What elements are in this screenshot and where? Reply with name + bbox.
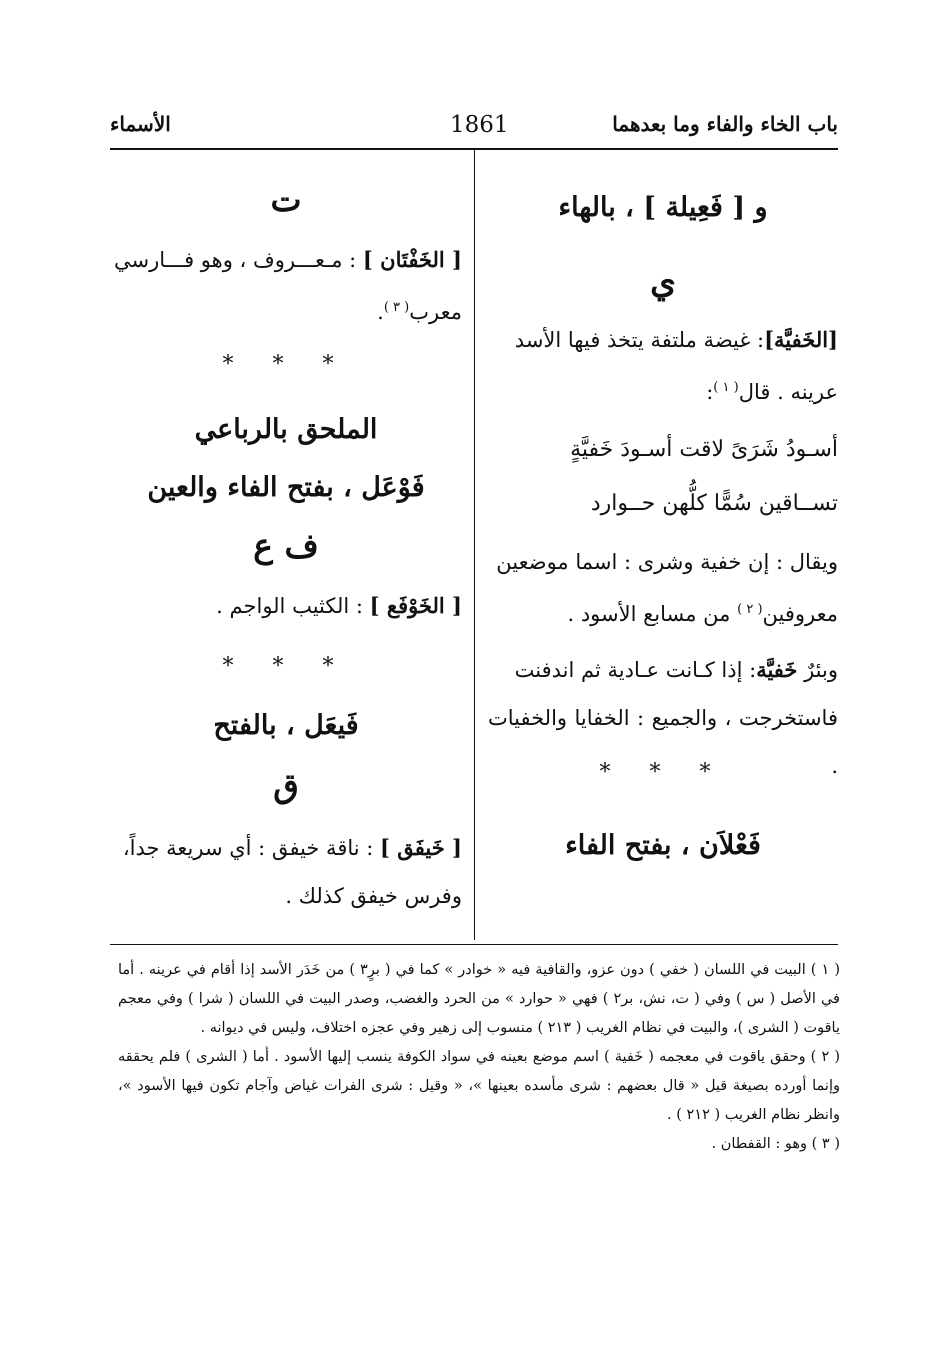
- footnote-1: ( ١ ) البيت في اللسان ( خفي ) دون عزو، والقافية فيه « خوادر » كما في ( برٍ٣ ) من خَدَر الأسد إذا أقام في عرينه . أما في الأصل ( س ) وفي ( ت، نش، بر٢ ) فهي « حوارد » من الحرد والغضب، وصدر البيت في اللسان ( شرا ) وفي معجم ياقوت ( الشرى )، والبيت في نظام الغريب ( ٢١٣ ) منسوب إلى زهير وفي عجزه اختلاف، وليس في ديوانه .: [118, 962, 840, 1036]
- yuqal-line-1: ويقال : إن خفية وشرى : اسما موضعين: [496, 550, 838, 574]
- chapter-title: باب الخاء والفاء وما بعدهما: [612, 112, 838, 136]
- def-khawfa3: : الكثيب الواجم .: [216, 594, 363, 618]
- heading-fa3ila: و [ فَعِيلة ] ، بالهاء: [558, 192, 768, 223]
- entry-khaftan: [110, 236, 462, 336]
- entry-khawfa3: [110, 582, 462, 630]
- letter-ya: ي: [650, 262, 676, 301]
- column-divider: [474, 150, 475, 940]
- section-divider-stars-2: * * *: [222, 654, 350, 679]
- running-header: [110, 112, 838, 146]
- section-divider-stars-1: * * *: [222, 352, 350, 377]
- def-khafiyya-1: : غيضة ملتفة يتخذ فيها الأسد: [514, 328, 765, 352]
- def-khayfaq-1: : ناقة خيفق : أي سريعة جداً،: [122, 836, 374, 860]
- def-khaftan-1: : مـعـــروف ، وهو فـــارسي: [113, 248, 357, 272]
- yuqal-line-2a: معروفين: [762, 602, 838, 626]
- section-title: الأسماء: [110, 112, 171, 136]
- verse-line-2: تســاقين سُمًّا كلُّهن حــوارد: [590, 491, 838, 516]
- def-khayfaq-2: وفرس خيفق كذلك .: [285, 884, 462, 908]
- letter-qaf: ق: [273, 766, 299, 805]
- headword-khafiyya: [الخَفيَّة]: [764, 327, 838, 352]
- footnote-ref-2: ( ٢ ): [737, 602, 763, 617]
- footnote-rule: [110, 944, 838, 945]
- letters-fa-ayn: ف ع: [253, 526, 319, 565]
- footnote-2: ( ٢ ) وحقق ياقوت في معجمه ( خَفية ) اسم موضع بعينه في سواد الكوفة ينسب إليها الأسود . أما ( الشرى ) فلم يحققه وإنما أورده بصيغة قيل « قال بعضهم : شرى مأسده بعينها »، « وقيل : شرى الفرات غياض وآجام تكون فيها الأسود »، وانظر نظام الغريب ( ٢١٢ ) .: [118, 1049, 840, 1123]
- footnote-ref-1: ( ١ ): [713, 380, 739, 395]
- letter-ta: ت: [270, 180, 302, 219]
- entry-khayfaq: [110, 824, 462, 920]
- footnotes: [118, 956, 840, 1159]
- def-khaftan-2: معرب: [409, 300, 462, 324]
- footnote-3: ( ٣ ) وهو : القفطان .: [711, 1136, 840, 1152]
- bir-line-1: : إذا كـانت عـادية ثم اندفنت: [514, 658, 757, 682]
- section-divider-stars: * * *: [599, 760, 727, 785]
- headword-khaftan: [ الخَفْتَان ]: [362, 247, 462, 272]
- entry-khafiyya: [488, 316, 838, 416]
- headword-bir-khafiyya: خَفيَّة: [756, 657, 798, 682]
- def-khaftan-end: .: [377, 300, 384, 324]
- verse-line-1: أسـودُ شَرَىً لاقت أسـودَ خَفيَّةٍ: [570, 437, 838, 462]
- heading-fa3lan: فَعْلاَن ، بفتح الفاء: [565, 830, 761, 861]
- bir-line-2: فاستخرجت ، والجميع : الخفايا والخفيات .: [488, 706, 838, 778]
- def-khafiyya-colon: :: [706, 380, 714, 404]
- heading-mulhaq: الملحق بالرباعي: [194, 414, 378, 445]
- headword-khayfaq: [ خَيفَق ]: [380, 835, 462, 860]
- yuqal-line-2b: من مسابع الأسود .: [567, 602, 731, 626]
- heading-fay3al: فَيعَل ، بالفتح: [213, 710, 359, 741]
- def-khafiyya-2: عرينه . قال: [738, 380, 838, 404]
- headword-khawfa3: [ الخَوْفَع ]: [369, 593, 462, 618]
- heading-faw3al: فَوْعَل ، بفتح الفاء والعين: [147, 472, 425, 503]
- bir-prefix: وبئرٌ: [804, 658, 838, 682]
- entry-yuqal: [488, 538, 838, 638]
- page-number: 1861: [450, 112, 509, 138]
- footnote-ref-3: ( ٣ ): [383, 300, 410, 315]
